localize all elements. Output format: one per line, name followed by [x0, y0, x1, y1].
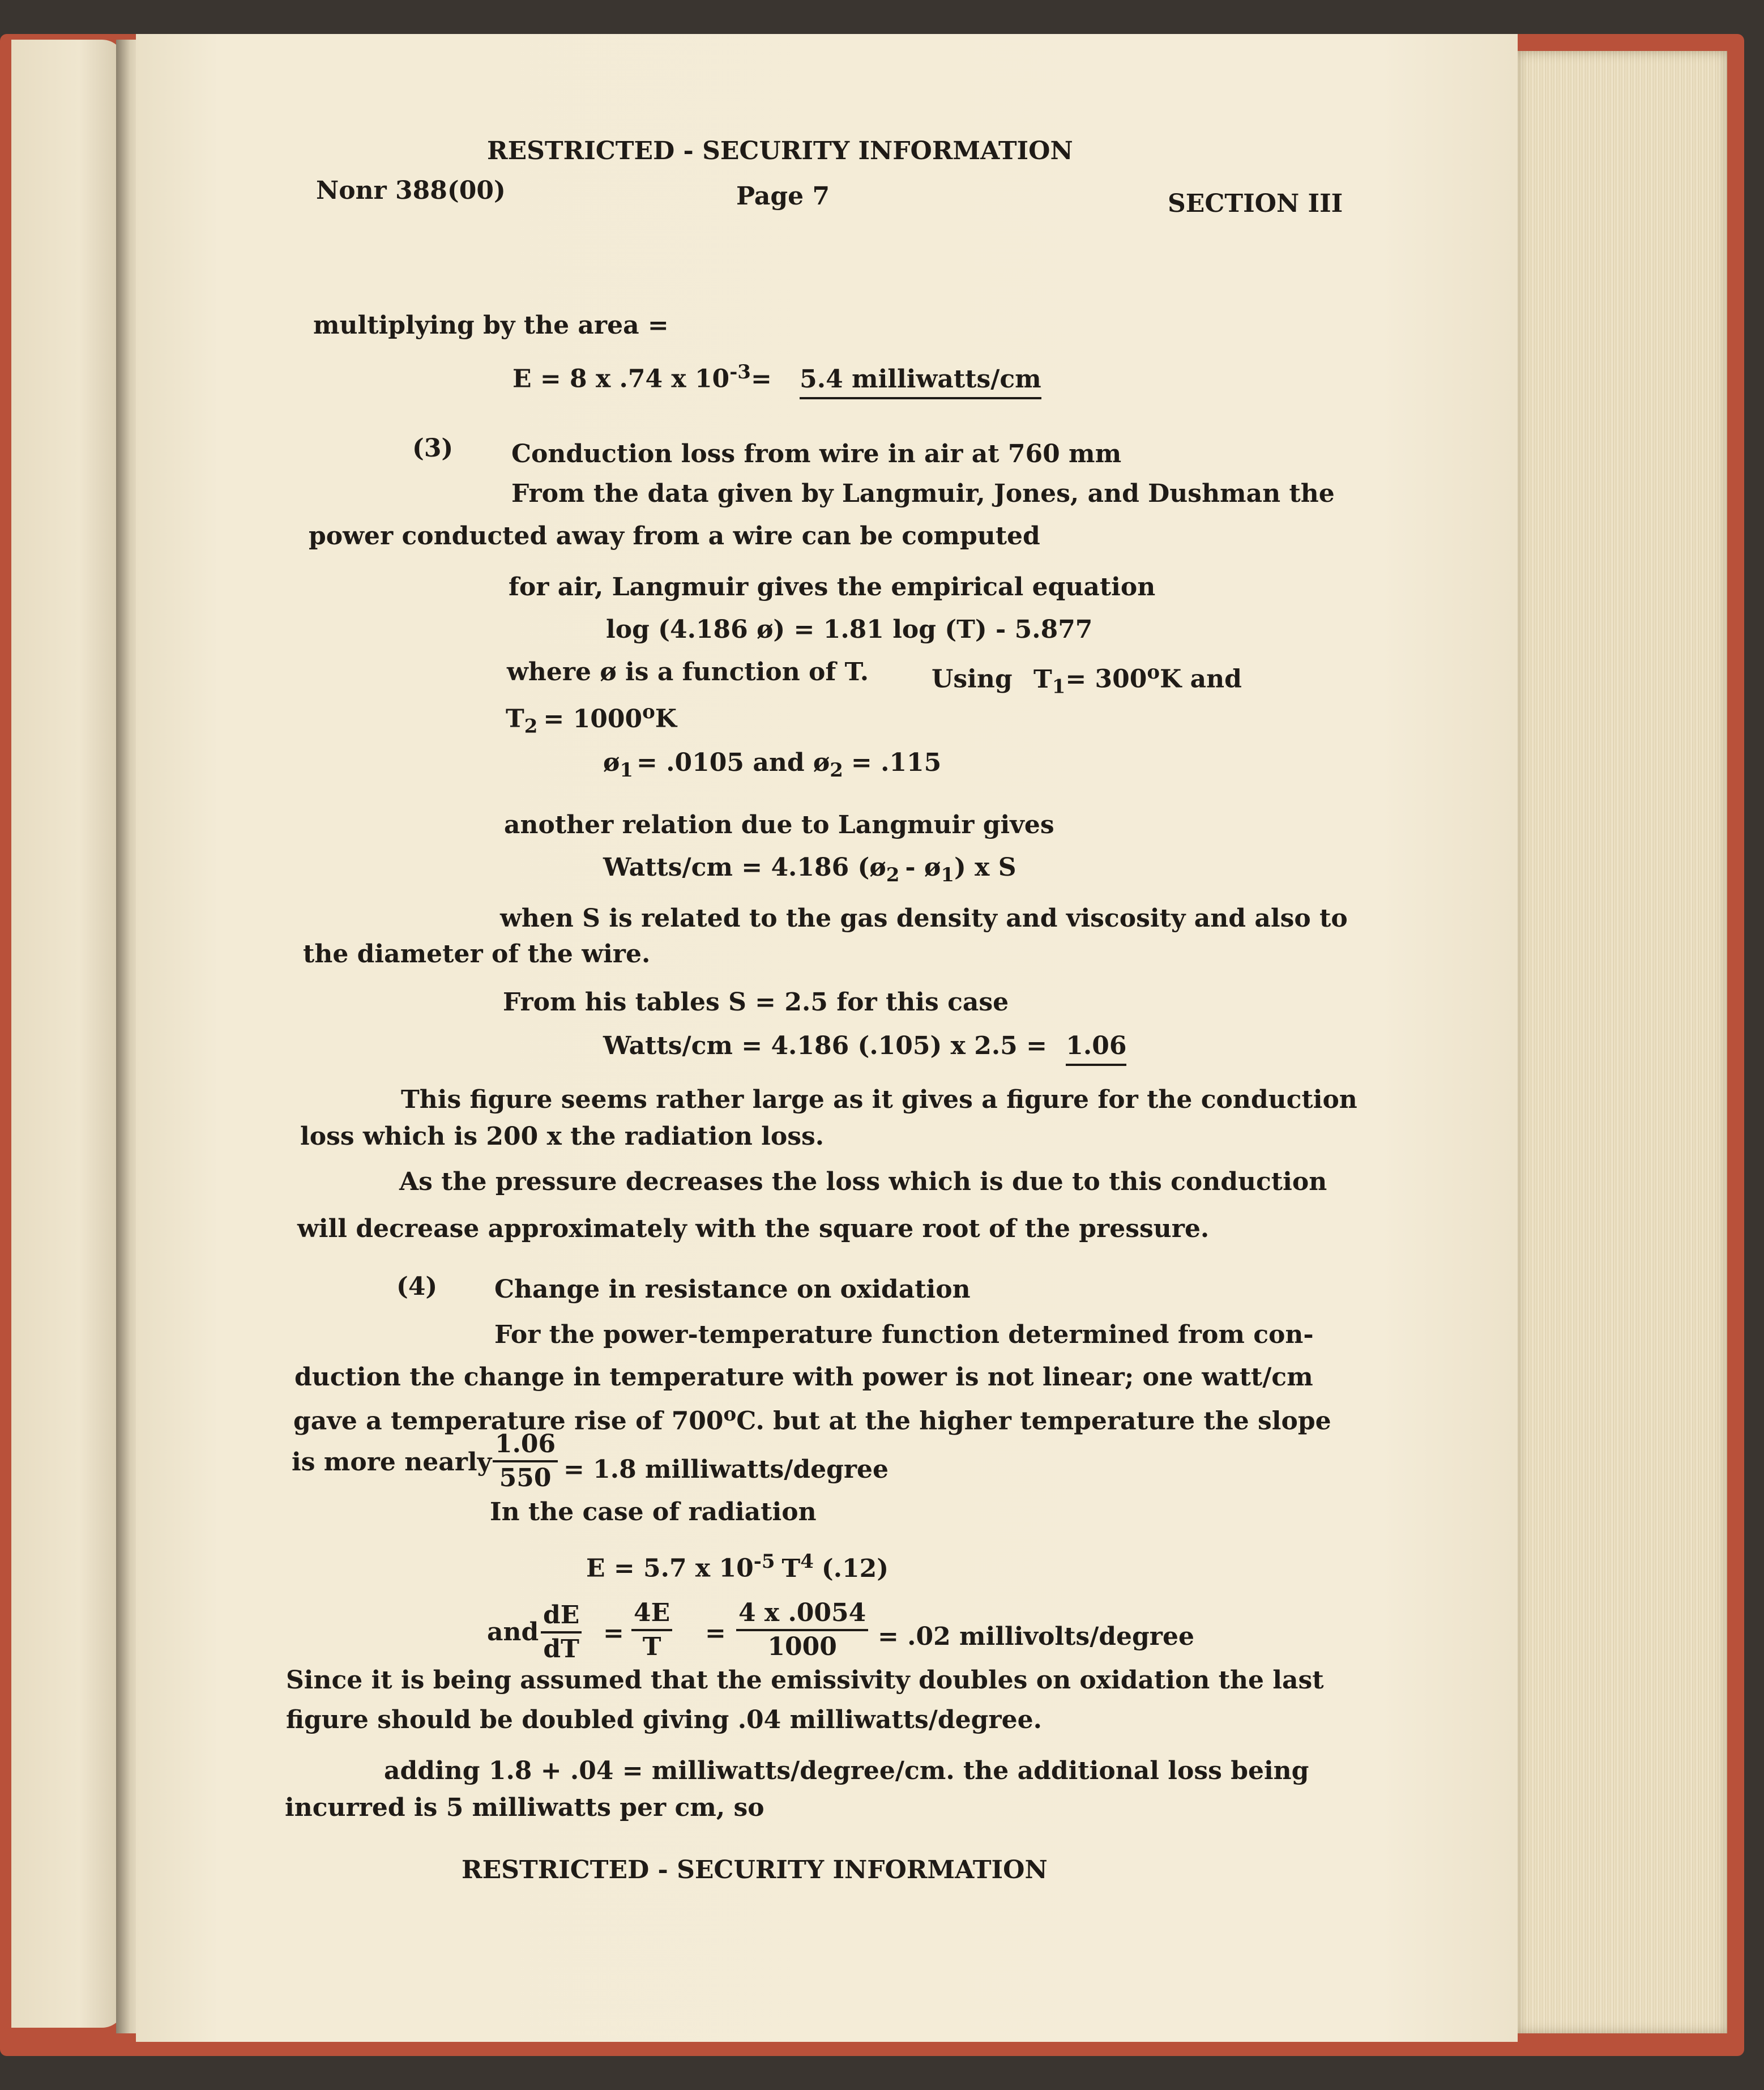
- w1-part-a: Watts/cm = 4.186 (ø: [603, 853, 886, 882]
- equals-sign: =: [705, 1619, 726, 1648]
- and-word: and: [487, 1618, 539, 1647]
- e2-t: T: [781, 1554, 801, 1583]
- body-line-with-degree: [293, 1405, 1331, 1434]
- e1-pre: E = 8 x .74 x 10: [512, 364, 730, 394]
- t1-subscript: 1: [1052, 675, 1066, 698]
- body-line: multiplying by the area =: [313, 311, 669, 340]
- fraction-4e-t-numerator: 4E: [631, 1601, 672, 1631]
- t2-value: = 1000: [543, 704, 643, 733]
- body-line: This figure seems rather large as it gives a figure for the conduction: [401, 1085, 1357, 1114]
- equation-e2: [586, 1552, 889, 1581]
- left-page: [11, 40, 125, 2028]
- t1-degree: o: [1147, 661, 1160, 684]
- t2-subscript: 2: [524, 715, 538, 738]
- header-classification: RESTRICTED - SECURITY INFORMATION: [487, 137, 1073, 165]
- body-line: loss which is 200 x the radiation loss.: [300, 1122, 825, 1151]
- item-4-title: Change in resistance on oxidation: [494, 1275, 971, 1304]
- body-line: From his tables S = 2.5 for this case: [503, 988, 1009, 1017]
- fraction-4e-t: [631, 1598, 672, 1661]
- body-line: figure should be doubled giving .04 milliwatts/degree.: [286, 1705, 1042, 1734]
- fraction-1: [493, 1432, 558, 1491]
- body-line: for air, Langmuir gives the empirical equation: [509, 573, 1156, 602]
- nearly-lead: is more nearly: [292, 1448, 492, 1477]
- body-line: the diameter of the wire.: [303, 940, 651, 969]
- fraction-4x0054-numerator: 4 x .0054: [736, 1601, 868, 1631]
- fraction-4e-t-denominator: T: [642, 1632, 661, 1661]
- body-line: As the pressure decreases the loss which is due to this conduction: [399, 1167, 1327, 1196]
- e2-exponent: -5: [753, 1550, 775, 1573]
- fraction-1-denominator: 550: [499, 1464, 552, 1492]
- phi-1-symbol: ø: [603, 748, 620, 777]
- body-line: From the data given by Langmuir, Jones, and Dushman the: [511, 479, 1335, 508]
- fraction-de-dt-numerator: dE: [541, 1603, 582, 1633]
- pt-c-part-2: C. but at the higher temperature the slope: [736, 1406, 1331, 1436]
- page-number: Page 7: [736, 182, 830, 211]
- fraction-de-dt: [541, 1603, 582, 1662]
- w2-expression: Watts/cm = 4.186 (.105) x 2.5 =: [603, 1031, 1047, 1060]
- item-3-title: Conduction loss from wire in air at 760 mm: [511, 440, 1122, 468]
- item-3-number: (3): [412, 434, 454, 463]
- w1-part-c: ) x S: [954, 853, 1016, 882]
- fraction-4x0054: [736, 1598, 868, 1661]
- body-line: where ø is a function of T.: [507, 658, 869, 686]
- nearly-tail: = 1.8 milliwatts/degree: [563, 1455, 889, 1484]
- using-word: Using: [932, 664, 1013, 694]
- t2-definition: [506, 702, 677, 736]
- t1-definition: [932, 663, 1242, 696]
- contract-number: Nonr 388(00): [316, 176, 506, 205]
- body-line: power conducted away from a wire can be computed: [309, 522, 1040, 551]
- equation-watts-1: [603, 855, 1016, 885]
- section-label: SECTION III: [1168, 189, 1343, 218]
- body-line: In the case of radiation: [490, 1498, 817, 1526]
- phi-values: [603, 750, 941, 780]
- equation-e1: [512, 362, 1041, 392]
- body-line: when S is related to the gas density and viscosity and also to: [500, 904, 1348, 933]
- equation-log: log (4.186 ø) = 1.81 log (T) - 5.877: [606, 615, 1093, 644]
- body-line: will decrease approximately with the square root of the pressure.: [297, 1214, 1210, 1243]
- body-line: Since it is being assumed that the emissivity doubles on oxidation the last: [286, 1666, 1324, 1695]
- t1-symbol: T: [1033, 664, 1052, 694]
- e1-eq: =: [750, 364, 772, 394]
- t2-symbol: T: [506, 704, 524, 733]
- body-line: For the power-temperature function determined from con-: [494, 1320, 1314, 1349]
- body-line: another relation due to Langmuir gives: [504, 811, 1054, 839]
- item-4-number: (4): [396, 1272, 438, 1301]
- equals-sign: =: [603, 1619, 624, 1648]
- t1-value: = 300: [1065, 664, 1147, 694]
- phi-2-subscript: 2: [830, 758, 843, 782]
- phi-mid: = .0105 and ø: [637, 748, 830, 777]
- e1-result: 5.4 milliwatts/cm: [800, 365, 1041, 399]
- w1-subscript-2: 2: [886, 863, 900, 886]
- pt-c-degree: o: [723, 1403, 737, 1426]
- body-line: incurred is 5 milliwatts per cm, so: [285, 1793, 764, 1822]
- e2-part-a: E = 5.7 x 10: [586, 1554, 754, 1583]
- w1-subscript-1: 1: [941, 863, 954, 886]
- e2-t-exponent: 4: [800, 1550, 814, 1573]
- phi-1-subscript: 1: [620, 758, 634, 782]
- w1-part-b: - ø: [905, 853, 941, 882]
- w2-result: 1.06: [1066, 1031, 1126, 1066]
- t2-unit: K: [655, 704, 677, 733]
- e2-part-c: (.12): [821, 1554, 889, 1583]
- body-line: adding 1.8 + .04 = milliwatts/degree/cm. the additional loss being: [384, 1756, 1309, 1785]
- phi-2-value: = .115: [851, 748, 942, 777]
- fraction-4x0054-denominator: 1000: [767, 1632, 837, 1661]
- t2-degree: o: [642, 701, 655, 723]
- page-edges: [1518, 51, 1727, 2033]
- equation-watts-2: [603, 1031, 1127, 1060]
- fraction-1-numerator: 1.06: [493, 1432, 558, 1462]
- body-line: duction the change in temperature with power is not linear; one watt/cm: [294, 1363, 1313, 1392]
- fraction-de-dt-denominator: dT: [543, 1635, 579, 1664]
- and-tail: = .02 millivolts/degree: [878, 1622, 1194, 1651]
- t1-unit: K and: [1160, 664, 1242, 694]
- pt-c-part-1: gave a temperature rise of 700: [293, 1406, 724, 1436]
- footer-classification: RESTRICTED - SECURITY INFORMATION: [462, 1856, 1048, 1884]
- e1-exponent: -3: [729, 361, 751, 383]
